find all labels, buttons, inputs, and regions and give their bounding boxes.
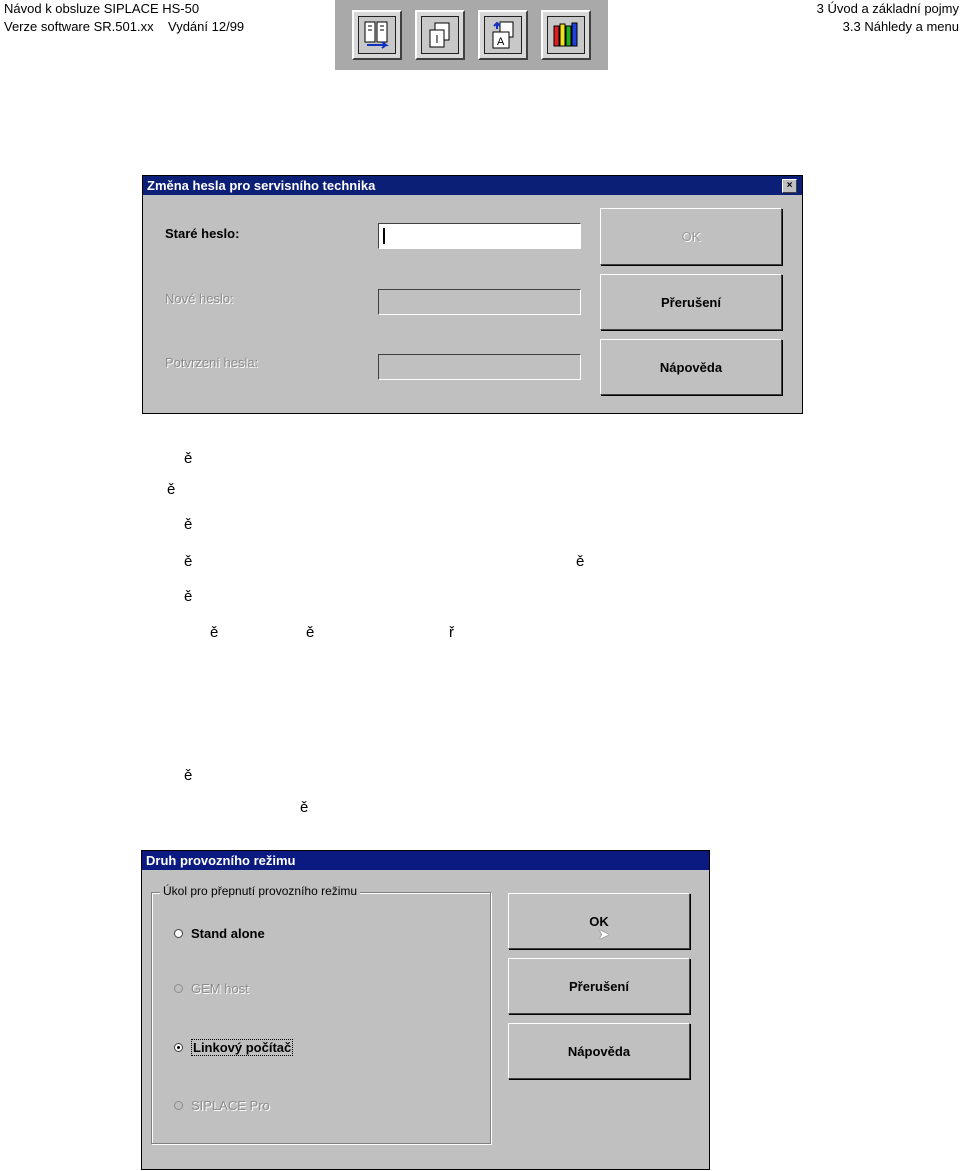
index-icon — [484, 16, 522, 54]
dialog-titlebar — [143, 176, 802, 195]
document-header-left — [4, 0, 244, 36]
radio-button-icon — [174, 1101, 183, 1110]
radio-gem-host[interactable]: GEM host — [174, 981, 249, 996]
page-button[interactable] — [415, 10, 465, 60]
close-icon[interactable]: × — [782, 179, 797, 193]
group-title: Úkol pro přepnutí provozního režimu — [160, 884, 360, 898]
body-glyph: ě — [300, 799, 309, 816]
chapter-title: 3 Úvod a základní pojmy — [816, 1, 959, 16]
index-button[interactable] — [478, 10, 528, 60]
dialog-title: Druh provozního režimu — [146, 853, 296, 868]
mode-group-box — [151, 884, 491, 1144]
radio-button-icon — [174, 929, 183, 938]
body-glyph: ě — [184, 450, 193, 467]
software-version: Verze software SR.501.xx Vydání 12/99 — [4, 19, 245, 34]
page-icon — [421, 16, 459, 54]
radio-siplace-pro[interactable]: SIPLACE Pro — [174, 1098, 270, 1113]
dialog-titlebar — [142, 851, 709, 870]
radio-button-checked-icon — [174, 1043, 183, 1052]
operating-mode-dialog — [141, 850, 710, 1170]
library-icon — [547, 16, 585, 54]
body-glyph: ě — [306, 624, 315, 641]
new-password-field[interactable] — [378, 289, 581, 315]
mouse-pointer-icon: ➤ — [598, 926, 610, 942]
ok-button[interactable]: OK — [508, 893, 690, 949]
section-title: 3.3 Náhledy a menu — [842, 19, 959, 34]
svg-text:A: A — [497, 36, 505, 48]
navigation-toolbar — [335, 0, 608, 70]
body-glyph: ě — [184, 516, 193, 533]
radio-button-icon — [174, 984, 183, 993]
dialog-title: Změna hesla pro servisního technika — [147, 178, 376, 193]
contents-icon — [358, 16, 396, 54]
new-password-label: Nové heslo: — [165, 291, 234, 306]
body-glyph: ě — [184, 588, 193, 605]
old-password-label: Staré heslo: — [165, 226, 240, 241]
text-caret — [383, 228, 385, 244]
body-glyph: ř — [449, 624, 454, 641]
change-password-dialog — [142, 175, 803, 414]
body-glyph: ě — [576, 553, 585, 570]
help-button[interactable]: Nápověda — [600, 339, 782, 395]
confirm-password-field[interactable] — [378, 354, 581, 380]
document-header-right — [817, 0, 959, 36]
body-glyph: ě — [184, 767, 193, 784]
body-glyph: ě — [167, 481, 176, 498]
contents-button[interactable] — [352, 10, 402, 60]
help-button[interactable]: Nápověda — [508, 1023, 690, 1079]
radio-stand-alone[interactable]: Stand alone — [174, 926, 265, 941]
old-password-field[interactable] — [378, 223, 581, 249]
library-button[interactable] — [541, 10, 591, 60]
cancel-button[interactable]: Přerušení — [508, 958, 690, 1014]
body-glyph: ě — [184, 553, 193, 570]
confirm-password-label: Potvrzení hesla: — [165, 355, 259, 370]
manual-title: Návod k obsluze SIPLACE HS-50 — [4, 1, 200, 16]
radio-line-computer[interactable]: Linkový počítač — [174, 1039, 293, 1056]
cancel-button[interactable]: Přerušení — [600, 274, 782, 330]
ok-button[interactable]: OK — [600, 208, 782, 265]
body-glyph: ě — [210, 624, 219, 641]
